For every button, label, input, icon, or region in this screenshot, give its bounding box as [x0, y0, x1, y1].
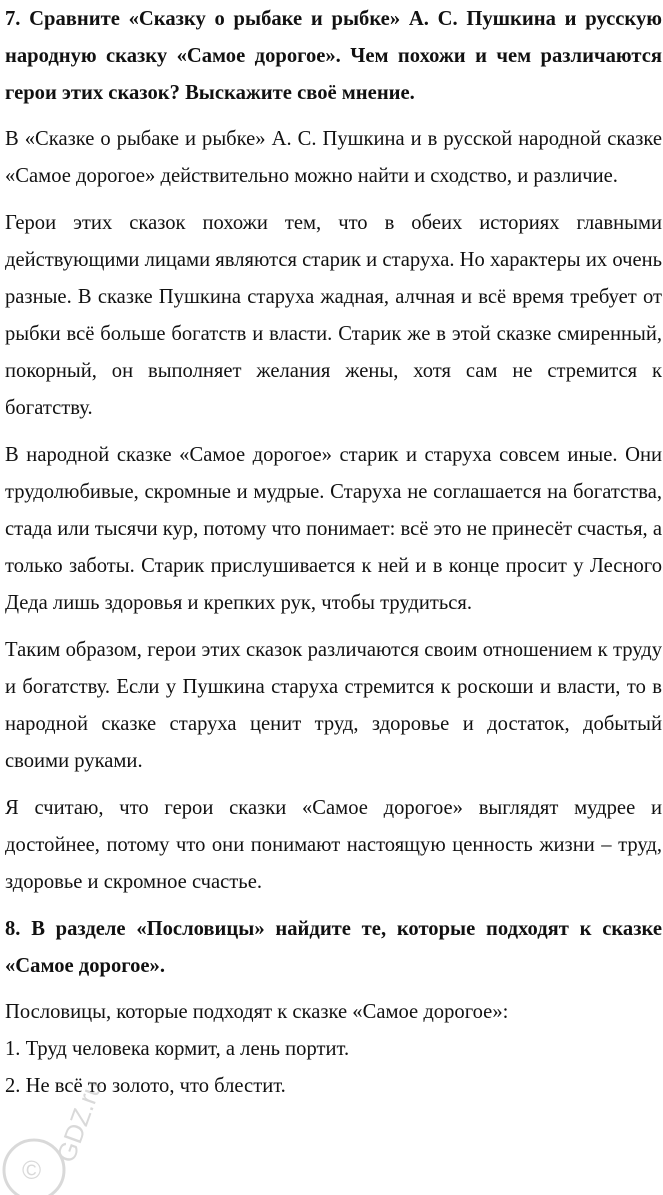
svg-text:©: © — [22, 1155, 42, 1185]
answer-8-intro: Пословицы, которые подходят к сказке «Самое дорогое»: — [5, 1001, 509, 1023]
answer-7-paragraph-3: В народной сказке «Самое дорогое» старик и старуха совсем иные. Они трудолюбивые, скромные и мудрые. Старуха не соглашается на богатства, стада или тысячи кур, потому что понимает: всё это не принесёт счастья, а только заботы. Старик прислушивается к ней и в конце просит у Лесного Деда лишь здоровья и крепких рук, чтобы трудиться. — [5, 444, 662, 614]
question-7-title: 7. Сравните «Сказку о рыбаке и рыбке» А. С. Пушкина и русскую народную сказку «Самое дорогое». Чем похожи и чем различаются герои этих сказок? Выскажите своё мнение. — [5, 8, 662, 104]
svg-text:GDZ.ru: GDZ.ru — [50, 1075, 108, 1167]
proverb-item-2: 2. Не всё то золото, что блестит. — [5, 1075, 286, 1097]
question-8-title: 8. В разделе «Пословицы» найдите те, которые подходят к сказке «Самое дорогое». — [5, 918, 662, 977]
proverb-item-1: 1. Труд человека кормит, а лень портит. — [5, 1038, 350, 1060]
answer-7-paragraph-4: Таким образом, герои этих сказок различаются своим отношением к труду и богатству. Если у Пушкина старуха стремится к роскоши и власти, то в народной сказке старуха ценит труд, здоровье и достаток, добытый своими руками. — [5, 639, 662, 772]
answer-7-paragraph-5: Я считаю, что герои сказки «Самое дорогое» выглядят мудрее и достойнее, потому что они понимают настоящую ценность жизни – труд, здоровье и скромное счастье. — [5, 797, 662, 893]
document-page — [5, 1, 662, 1105]
answer-7-paragraph-1: В «Сказке о рыбаке и рыбке» А. С. Пушкина и в русской народной сказке «Самое дорогое» действительно можно найти и сходство, и различие. — [5, 128, 662, 187]
answer-7-paragraph-2: Герои этих сказок похожи тем, что в обеих историях главными действующими лицами являются старик и старуха. Но характеры их очень разные. В сказке Пушкина старуха жадная, алчная и всё время требует от рыбки всё больше богатств и власти. Старик же в этой сказке смиренный, покорный, он выполняет желания жены, хотя сам не стремится к богатству. — [5, 212, 662, 419]
